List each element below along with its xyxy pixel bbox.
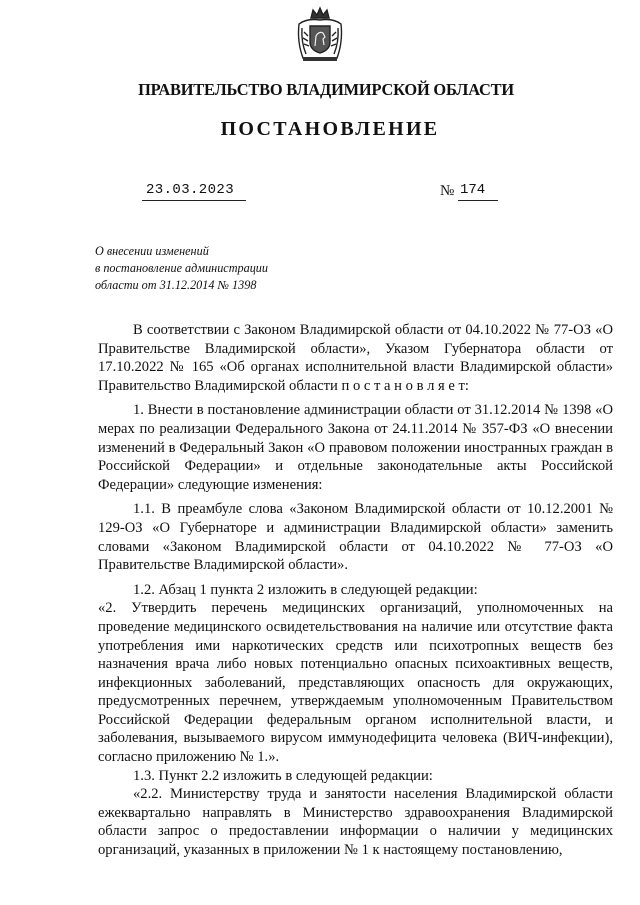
body-paragraph: «2. Утвердить перечень медицинских организаций, уполномоченных на проведение медицинского освидетельствования на наличие или отсутствие факта употребления ими наркотических средств или психотропных веществ без назначения врача либо новых потенциально опасных психоактивных веществ, инфекционных заболеваний, представляющих опасность для окружающих, предусмотренных перечнем, утверждаемым уполномоченным Правительством Российской Федерации федеральным органом исполнительной власти, и заболевания, вызываемого вирусом иммунодефицита человека (ВИЧ-инфекции), согласно приложению № 1.». <box>98 600 613 766</box>
body-paragraph: В соответствии с Законом Владимирской области от 04.10.2022 № 77-ОЗ «О Правительстве Владимирской области», Указом Губернатора области от 17.10.2022 № 165 «Об органах исполнительной власти Владимирской области» Правительство Владимирской области п о с т а н о в л я е т: <box>98 322 613 394</box>
body-paragraph: 1.2. Абзац 1 пункта 2 изложить в следующей редакции: <box>133 581 478 598</box>
subject-line: области от 31.12.2014 № 1398 <box>95 278 257 292</box>
subject-line: в постановление администрации <box>95 261 268 275</box>
number-underline <box>458 200 498 201</box>
body-paragraph: 1. Внести в постановление администрации области от 31.12.2014 № 1398 «О мерах по реализации Федерального Закона от 24.11.2014 № 357-ФЗ «О внесении изменений в Федеральный Закон «О правовом положении иностранных граждан в Российской Федерации» и отдельные законодательные акты Российской Федерации» следующие изменения: <box>98 402 613 493</box>
document-type-heading: ПОСТАНОВЛЕНИЕ <box>220 118 440 140</box>
body-paragraph: 1.3. Пункт 2.2 изложить в следующей редакции: <box>133 767 433 784</box>
document-number: 174 <box>460 182 486 198</box>
coat-of-arms-icon <box>293 6 347 64</box>
government-name: ПРАВИТЕЛЬСТВО ВЛАДИМИРСКОЙ ОБЛАСТИ <box>138 80 514 99</box>
subject-block <box>95 243 268 294</box>
body-paragraph: 1.1. В преамбуле слова «Законом Владимирской области от 10.12.2001 № 129-ОЗ «О Губернаторе и администрации Владимирской области» заменить словами «Законом Владимирской области от 04.10.2022 № 77-ОЗ «О Правительстве Владимирской области». <box>98 501 613 574</box>
subject-line: О внесении изменений <box>95 244 209 258</box>
document-body <box>98 321 613 860</box>
date-underline <box>142 200 246 201</box>
document-date: 23.03.2023 <box>146 182 235 198</box>
body-paragraph: «2.2. Министерству труда и занятости населения Владимирской области ежеквартально направлять в Министерство здравоохранения Владимирской области запрос о предоставлении информации о наличии у медицинских организаций, указанных в приложении № 1 к настоящему постановлению, <box>98 786 613 859</box>
number-sign: № <box>440 183 455 199</box>
